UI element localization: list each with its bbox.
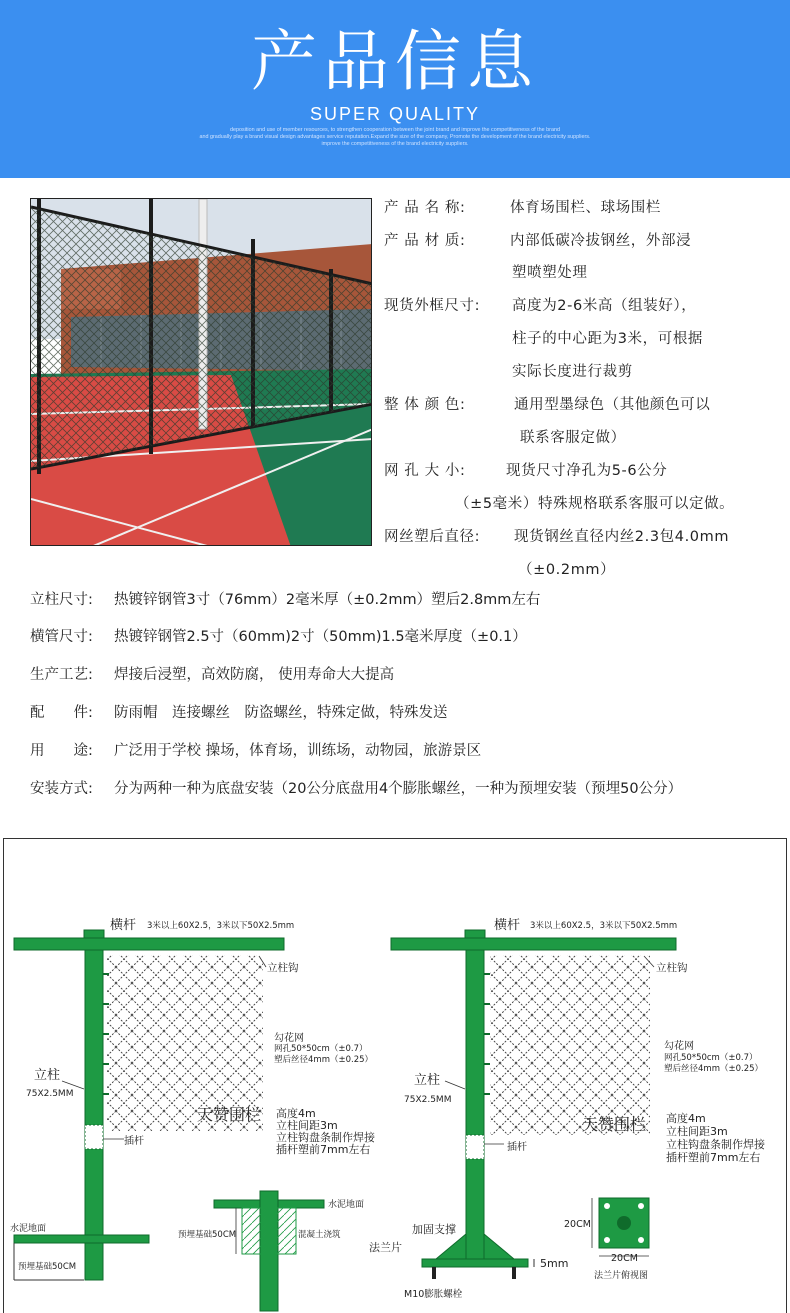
embed-base-label: 预埋基础50CM (18, 1262, 77, 1272)
spec-value: 防雨帽 连接螺丝 防盗螺丝，特殊定做，特殊发送 (114, 705, 448, 721)
spec-value: 分为两种一种为底盘安装（20公分底盘用4个膨胀螺丝，一种为预埋安装（预埋50公分） (114, 781, 683, 797)
brand-label: 天赞围栏 (197, 1105, 262, 1124)
insert-note: 插杆塑前7mm左右 (666, 1151, 761, 1164)
fine-line: improve the competitiveness of the brand electricity suppliers. (321, 141, 469, 147)
spacing-label: 立柱间距3m (666, 1125, 728, 1138)
fine-line: and gradually play a brand visual design advantages service reputation.Expand the size of the company, Promote the development of the brand electricity suppliers. (199, 134, 591, 140)
spec-value: 联系客服定做） (520, 430, 626, 446)
thickness-label: 5mm (540, 1257, 569, 1270)
crossbar-label: 横杆 (494, 917, 521, 932)
spec-value: 现货尺寸净孔为5-6公分 (506, 463, 668, 479)
bolt-label: M10膨胀螺栓 (404, 1289, 463, 1300)
hook-note: 立柱钩盘条制作焊接 (666, 1138, 765, 1151)
flange-label: 法兰片 (369, 1242, 402, 1254)
spec-label: 配 件: (30, 705, 93, 721)
spec-row (30, 590, 540, 610)
spec-label: 安装方式: (30, 781, 93, 797)
post-label: 立柱 (414, 1072, 441, 1087)
post-spec: 75X2.5MM (26, 1089, 74, 1099)
spec-label: 现货外框尺寸: (384, 298, 481, 314)
banner-fine-print (90, 127, 700, 148)
spec-value: 体育场围栏、球场围栏 (510, 200, 661, 216)
spec-value: （±5毫米）特殊规格联系客服可以定做。 (455, 496, 735, 512)
spec-value: 广泛用于学校 操场，体育场，训练场，动物园，旅游景区 (114, 743, 482, 759)
spec-row (30, 779, 682, 799)
height-label: 高度4m (666, 1112, 706, 1125)
crossbar-label: 横杆 (110, 917, 137, 932)
surface-label: 水泥地面 (328, 1200, 365, 1210)
flange-h-label: 20CM (564, 1219, 591, 1230)
spec-value: 实际长度进行裁剪 (512, 364, 633, 380)
spacing-label: 立柱间距3m (276, 1119, 338, 1132)
hook-label: 立柱钩 (656, 962, 688, 974)
spec-value: 通用型墨绿色（其他颜色可以 (514, 397, 711, 413)
mesh-label: 勾花网 (274, 1033, 304, 1044)
spec-label: 用 途: (30, 743, 93, 759)
spec-label: 整 体 颜 色: (384, 397, 466, 413)
ground-label: 水泥地面 (10, 1224, 47, 1234)
mesh-hole-label: 网孔50*50cm（±0.7） (664, 1053, 758, 1063)
embed-detail (214, 1191, 324, 1311)
spec-label: 生产工艺: (30, 667, 93, 683)
flange-w-label: 20CM (611, 1253, 638, 1264)
mesh-wire-label: 塑后丝径4mm（±0.25） (274, 1055, 374, 1065)
post-spec: 75X2.5MM (404, 1095, 452, 1105)
page-subtitle: SUPER QUALITY (309, 104, 481, 124)
height-label: 高度4m (276, 1107, 316, 1120)
spec-label: 横管尺寸: (30, 629, 93, 645)
flange-view-label: 法兰片俯视图 (594, 1271, 649, 1281)
spec-value: 热镀锌钢管2.5寸（60mm)2寸（50mm)1.5毫米厚度（±0.1） (114, 629, 527, 645)
insert-label: 插杆 (124, 1136, 144, 1147)
brace-label: 加固支撑 (412, 1224, 456, 1236)
spec-label: 产 品 材 质: (384, 233, 466, 249)
page-title: 产品信息 (251, 23, 539, 100)
structure-diagram (3, 838, 787, 1313)
mesh-hole-label: 网孔50*50cm（±0.7） (274, 1044, 368, 1054)
post-label: 立柱 (34, 1067, 61, 1082)
spec-value: 焊接后浸塑，高效防腐， 使用寿命大大提高 (114, 667, 395, 683)
mesh-wire-label: 塑后丝径4mm（±0.25） (664, 1064, 764, 1074)
concrete-label: 混凝土浇筑 (298, 1230, 341, 1240)
flange-top-view (592, 1198, 649, 1256)
insert-note: 插杆塑前7mm左右 (276, 1143, 371, 1156)
spec-row (30, 627, 527, 647)
spec-value: （±0.2mm） (518, 562, 616, 578)
spec-value: 内部低碳冷拔钢丝，外部浸 (510, 233, 692, 249)
spec-label: 网 孔 大 小: (384, 463, 466, 479)
spec-label: 产 品 名 称: (384, 200, 466, 216)
spec-row (30, 665, 394, 685)
embed-base-2-label: 预埋基础50CM (178, 1230, 237, 1240)
insert-label: 插杆 (507, 1142, 527, 1153)
product-photo (30, 198, 372, 546)
spec-value: 热镀锌钢管3寸（76mm）2毫米厚（±0.2mm）塑后2.8mm左右 (114, 592, 541, 608)
fine-line: deposition and use of member resources, to strengthen cooperation between the joint brand and improve the competitiveness of the brand (230, 127, 560, 133)
spec-row (30, 741, 481, 761)
spec-value: 塑喷塑处理 (512, 265, 588, 281)
spec-label: 网丝塑后直径: (384, 529, 481, 545)
hook-label: 立柱钩 (267, 962, 299, 974)
spec-value: 柱子的中心距为3米，可根据 (512, 331, 704, 347)
spec-row (30, 703, 448, 723)
hook-note: 立柱钩盘条制作焊接 (276, 1131, 375, 1144)
spec-value: 现货钢丝直径内丝2.3包4.0mm (514, 529, 730, 545)
spec-value: 高度为2-6米高（组装好）， (512, 298, 697, 314)
header-banner (0, 0, 790, 178)
spec-label: 立柱尺寸: (30, 592, 93, 608)
brand-label: 天赞围栏 (582, 1115, 647, 1134)
crossbar-spec: 3米以上60X2.5，3米以下50X2.5mm (530, 921, 678, 931)
crossbar-spec: 3米以上60X2.5，3米以下50X2.5mm (147, 921, 295, 931)
mesh-label: 勾花网 (664, 1041, 694, 1052)
